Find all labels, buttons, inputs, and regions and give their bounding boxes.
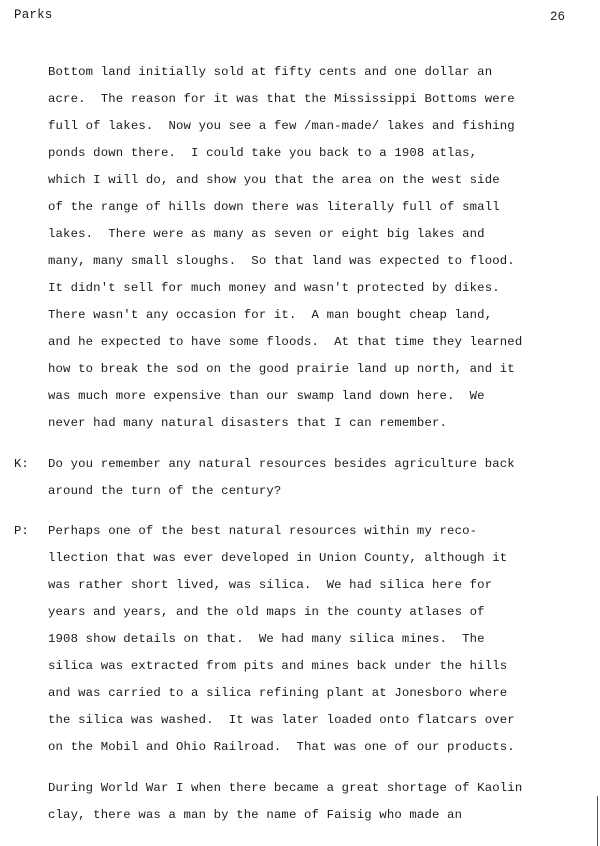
text-line: never had many natural disasters that I can remember. [48, 416, 448, 430]
text-line: on the Mobil and Ohio Railroad. That was one of our products. [48, 740, 515, 754]
text-line: Perhaps one of the best natural resources within my reco- [48, 524, 478, 538]
text-line: silica was extracted from pits and mines back under the hills [48, 659, 508, 673]
text-line: lakes. There were as many as seven or eight big lakes and [48, 227, 485, 241]
text-line: was much more expensive than our swamp land down here. We [48, 389, 485, 403]
speaker-label: P: [14, 524, 29, 538]
text-line: around the turn of the century? [48, 484, 282, 498]
text-line: of the range of hills down there was literally full of small [48, 200, 500, 214]
text-line: years and years, and the old maps in the county atlases of [48, 605, 485, 619]
text-line: ponds down there. I could take you back to a 1908 atlas, [48, 146, 478, 160]
text-line: It didn't sell for much money and wasn't protected by dikes. [48, 281, 500, 295]
text-line: was rather short lived, was silica. We had silica here for [48, 578, 493, 592]
text-line: llection that was ever developed in Union County, although it [48, 551, 508, 565]
text-line: the silica was washed. It was later loaded onto flatcars over [48, 713, 515, 727]
page-number: 26 [550, 10, 566, 24]
text-line: and he expected to have some floods. At that time they learned [48, 335, 523, 349]
text-line: 1908 show details on that. We had many silica mines. The [48, 632, 485, 646]
text-line: and was carried to a silica refining plant at Jonesboro where [48, 686, 508, 700]
header-interviewee-name: Parks [14, 8, 53, 22]
text-line: Bottom land initially sold at fifty cents and one dollar an [48, 65, 493, 79]
text-line: full of lakes. Now you see a few /man-made/ lakes and fishing [48, 119, 515, 133]
text-line: which I will do, and show you that the area on the west side [48, 173, 500, 187]
speaker-label: K: [14, 457, 29, 471]
text-line: Do you remember any natural resources besides agriculture back [48, 457, 515, 471]
text-line: acre. The reason for it was that the Mississippi Bottoms were [48, 92, 515, 106]
text-line: how to break the sod on the good prairie land up north, and it [48, 362, 515, 376]
text-line: clay, there was a man by the name of Faisig who made an [48, 808, 463, 822]
text-line: There wasn't any occasion for it. A man bought cheap land, [48, 308, 493, 322]
text-line: During World War I when there became a great shortage of Kaolin [48, 781, 523, 795]
scan-edge-mark [597, 796, 598, 846]
text-line: many, many small sloughs. So that land was expected to flood. [48, 254, 515, 268]
